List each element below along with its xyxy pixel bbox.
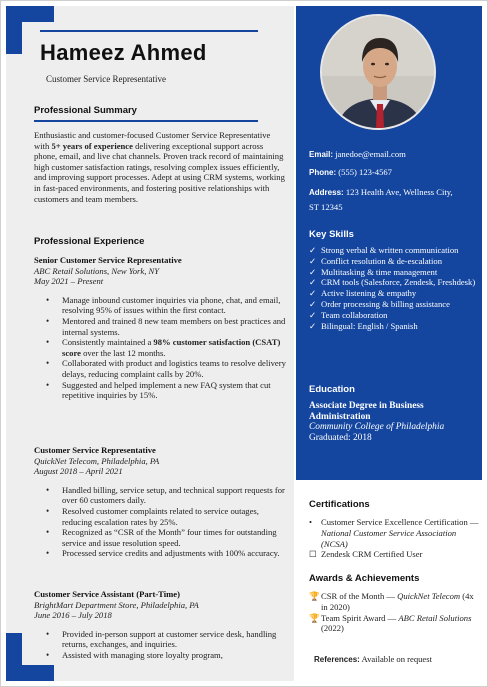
job-bullets: [34, 485, 288, 559]
education-heading: Education: [309, 384, 355, 395]
profile-photo: [320, 14, 436, 130]
list-item: • Resolved customer complaints related to service outages, reducing escalation rates by 25%.: [34, 506, 288, 527]
job-company: QuickNet Telecom, Philadelphia, PA: [34, 455, 160, 466]
education-graduated: Graduated: 2018: [309, 432, 372, 443]
checkbox-icon: ☐: [309, 549, 317, 560]
list-item: ✓ Bilingual: English / Spanish: [309, 320, 418, 331]
job-bullets: [34, 295, 288, 401]
education-degree: Associate Degree in Business Administration: [309, 401, 424, 422]
list-item: • Consistently maintained a 98% customer satisfaction (CSAT) score over the last 12 months.: [34, 337, 288, 358]
list-item: • Customer Service Excellence Certification — National Customer Service Association (NCSA): [309, 517, 479, 549]
list-item: • Suggested and helped implement a new FAQ system that cut repetitive inquiries by 15%.: [34, 380, 288, 401]
job-title: Senior Customer Service Representative: [34, 255, 182, 265]
address-label: Address:: [309, 188, 344, 197]
check-icon: ✓: [309, 288, 317, 299]
education-entry: [309, 401, 479, 443]
summary-text: Enthusiastic and customer-focused Customer Service Representative with 5+ years of experience delivering exceptional support across phone, email, and live chat channels. Proven track record of maintaining high customer satisfaction ratings, resolving complex issues efficiently, and improving support processes. Adept at using CRM systems, working in fast-paced environments, and fostering positive relationships with customers and team members.: [34, 130, 285, 204]
skills-list: [309, 245, 481, 331]
email-value[interactable]: janedoe@email.com: [335, 149, 406, 159]
summary-rule: [34, 120, 258, 122]
references-value: Available on request: [361, 654, 432, 664]
awards-list: [309, 591, 479, 634]
job-company: BrightMart Department Store, Philadelphia, PA: [34, 599, 199, 610]
phone-value: (555) 123-4567: [338, 167, 392, 177]
list-item: • Assisted with managing store loyalty program,: [34, 650, 288, 661]
skills-heading: Key Skills: [309, 229, 354, 240]
job-title: Customer Service Representative: [34, 445, 156, 455]
check-icon: ✓: [309, 245, 317, 255]
list-item: ✓ Strong verbal & written communication: [309, 245, 459, 255]
awards-heading: Awards & Achievements: [309, 573, 420, 584]
list-item: • Provided in-person support at customer service desk, handling returns, exchanges, and inquiries.: [34, 629, 288, 650]
job-company: ABC Retail Solutions, New York, NY: [34, 265, 160, 276]
list-item: ☐ Zendesk CRM Certified User: [309, 549, 423, 560]
list-item: ✓ Order processing & billing assistance: [309, 298, 450, 309]
list-item: ✓ CRM tools (Salesforce, Zendesk, Freshdesk): [309, 277, 476, 288]
list-item: • Manage inbound customer inquiries via phone, chat, and email, resolving 95% of issues within the first contact.: [34, 295, 288, 316]
check-icon: ✓: [309, 255, 317, 266]
list-item: • Processed service credits and adjustments with 100% accuracy.: [34, 548, 288, 559]
references-label: References:: [314, 655, 360, 664]
check-icon: ✓: [309, 320, 317, 331]
list-item: ✓ Conflict resolution & de-escalation: [309, 255, 442, 266]
check-icon: ✓: [309, 277, 317, 288]
profile-photo-image: [322, 16, 436, 130]
list-item: • Collaborated with product and logistics teams to resolve delivery delays, reducing complaint calls by 20%.: [34, 358, 288, 379]
list-item: ✓ Active listening & empathy: [309, 288, 417, 299]
header-top-rule: [40, 30, 258, 32]
email-label: Email:: [309, 150, 334, 159]
candidate-role: Customer Service Representative: [46, 74, 166, 84]
list-item: • Mentored and trained 8 new team members on best practices and internal systems.: [34, 316, 288, 337]
candidate-name: Hameez Ahmed: [40, 40, 207, 65]
list-item: • Handled billing, service setup, and technical support requests for over 60 customers daily.: [34, 485, 288, 506]
address-value: 123 Health Ave, Wellness City, ST 12345: [309, 187, 453, 212]
corner-accent-bottom-left-horizontal: [6, 665, 54, 681]
check-icon: ✓: [309, 309, 317, 320]
check-icon: ✓: [309, 298, 317, 309]
corner-accent-top-left-horizontal: [6, 6, 54, 22]
job-bullets: [34, 629, 288, 661]
job-dates: August 2018 – April 2021: [34, 466, 123, 477]
list-item: • Recognized as “CSR of the Month” four times for outstanding service and issue resolution speed.: [34, 527, 288, 548]
experience-heading: Professional Experience: [34, 236, 145, 247]
list-item: ✓ Multitasking & time management: [309, 266, 438, 277]
contact-address: [309, 185, 459, 214]
contact-email: [309, 149, 481, 160]
phone-label: Phone:: [309, 168, 337, 177]
job-dates: June 2016 – July 2018: [34, 610, 112, 621]
list-item: 🏆 Team Spirit Award — ABC Retail Solutions (2022): [309, 612, 472, 634]
bullet-icon: •: [309, 517, 313, 527]
list-item: 🏆 CSR of the Month — QuickNet Telecom (4x in 2020): [309, 591, 474, 612]
job-title: Customer Service Assistant (Part-Time): [34, 589, 180, 599]
check-icon: ✓: [309, 266, 317, 277]
job-entry: [34, 589, 288, 661]
job-entry: [34, 445, 288, 559]
references-line: [314, 654, 484, 666]
trophy-icon: 🏆: [309, 612, 320, 623]
education-school: Community College of Philadelphia: [309, 422, 445, 433]
contact-phone: [309, 167, 481, 178]
job-dates: May 2021 – Present: [34, 276, 104, 287]
summary-heading: Professional Summary: [34, 105, 137, 116]
trophy-icon: 🏆: [309, 591, 320, 601]
list-item: ✓ Team collaboration: [309, 309, 388, 320]
certifications-list: [309, 517, 479, 560]
certifications-heading: Certifications: [309, 499, 370, 510]
job-entry: [34, 255, 288, 401]
